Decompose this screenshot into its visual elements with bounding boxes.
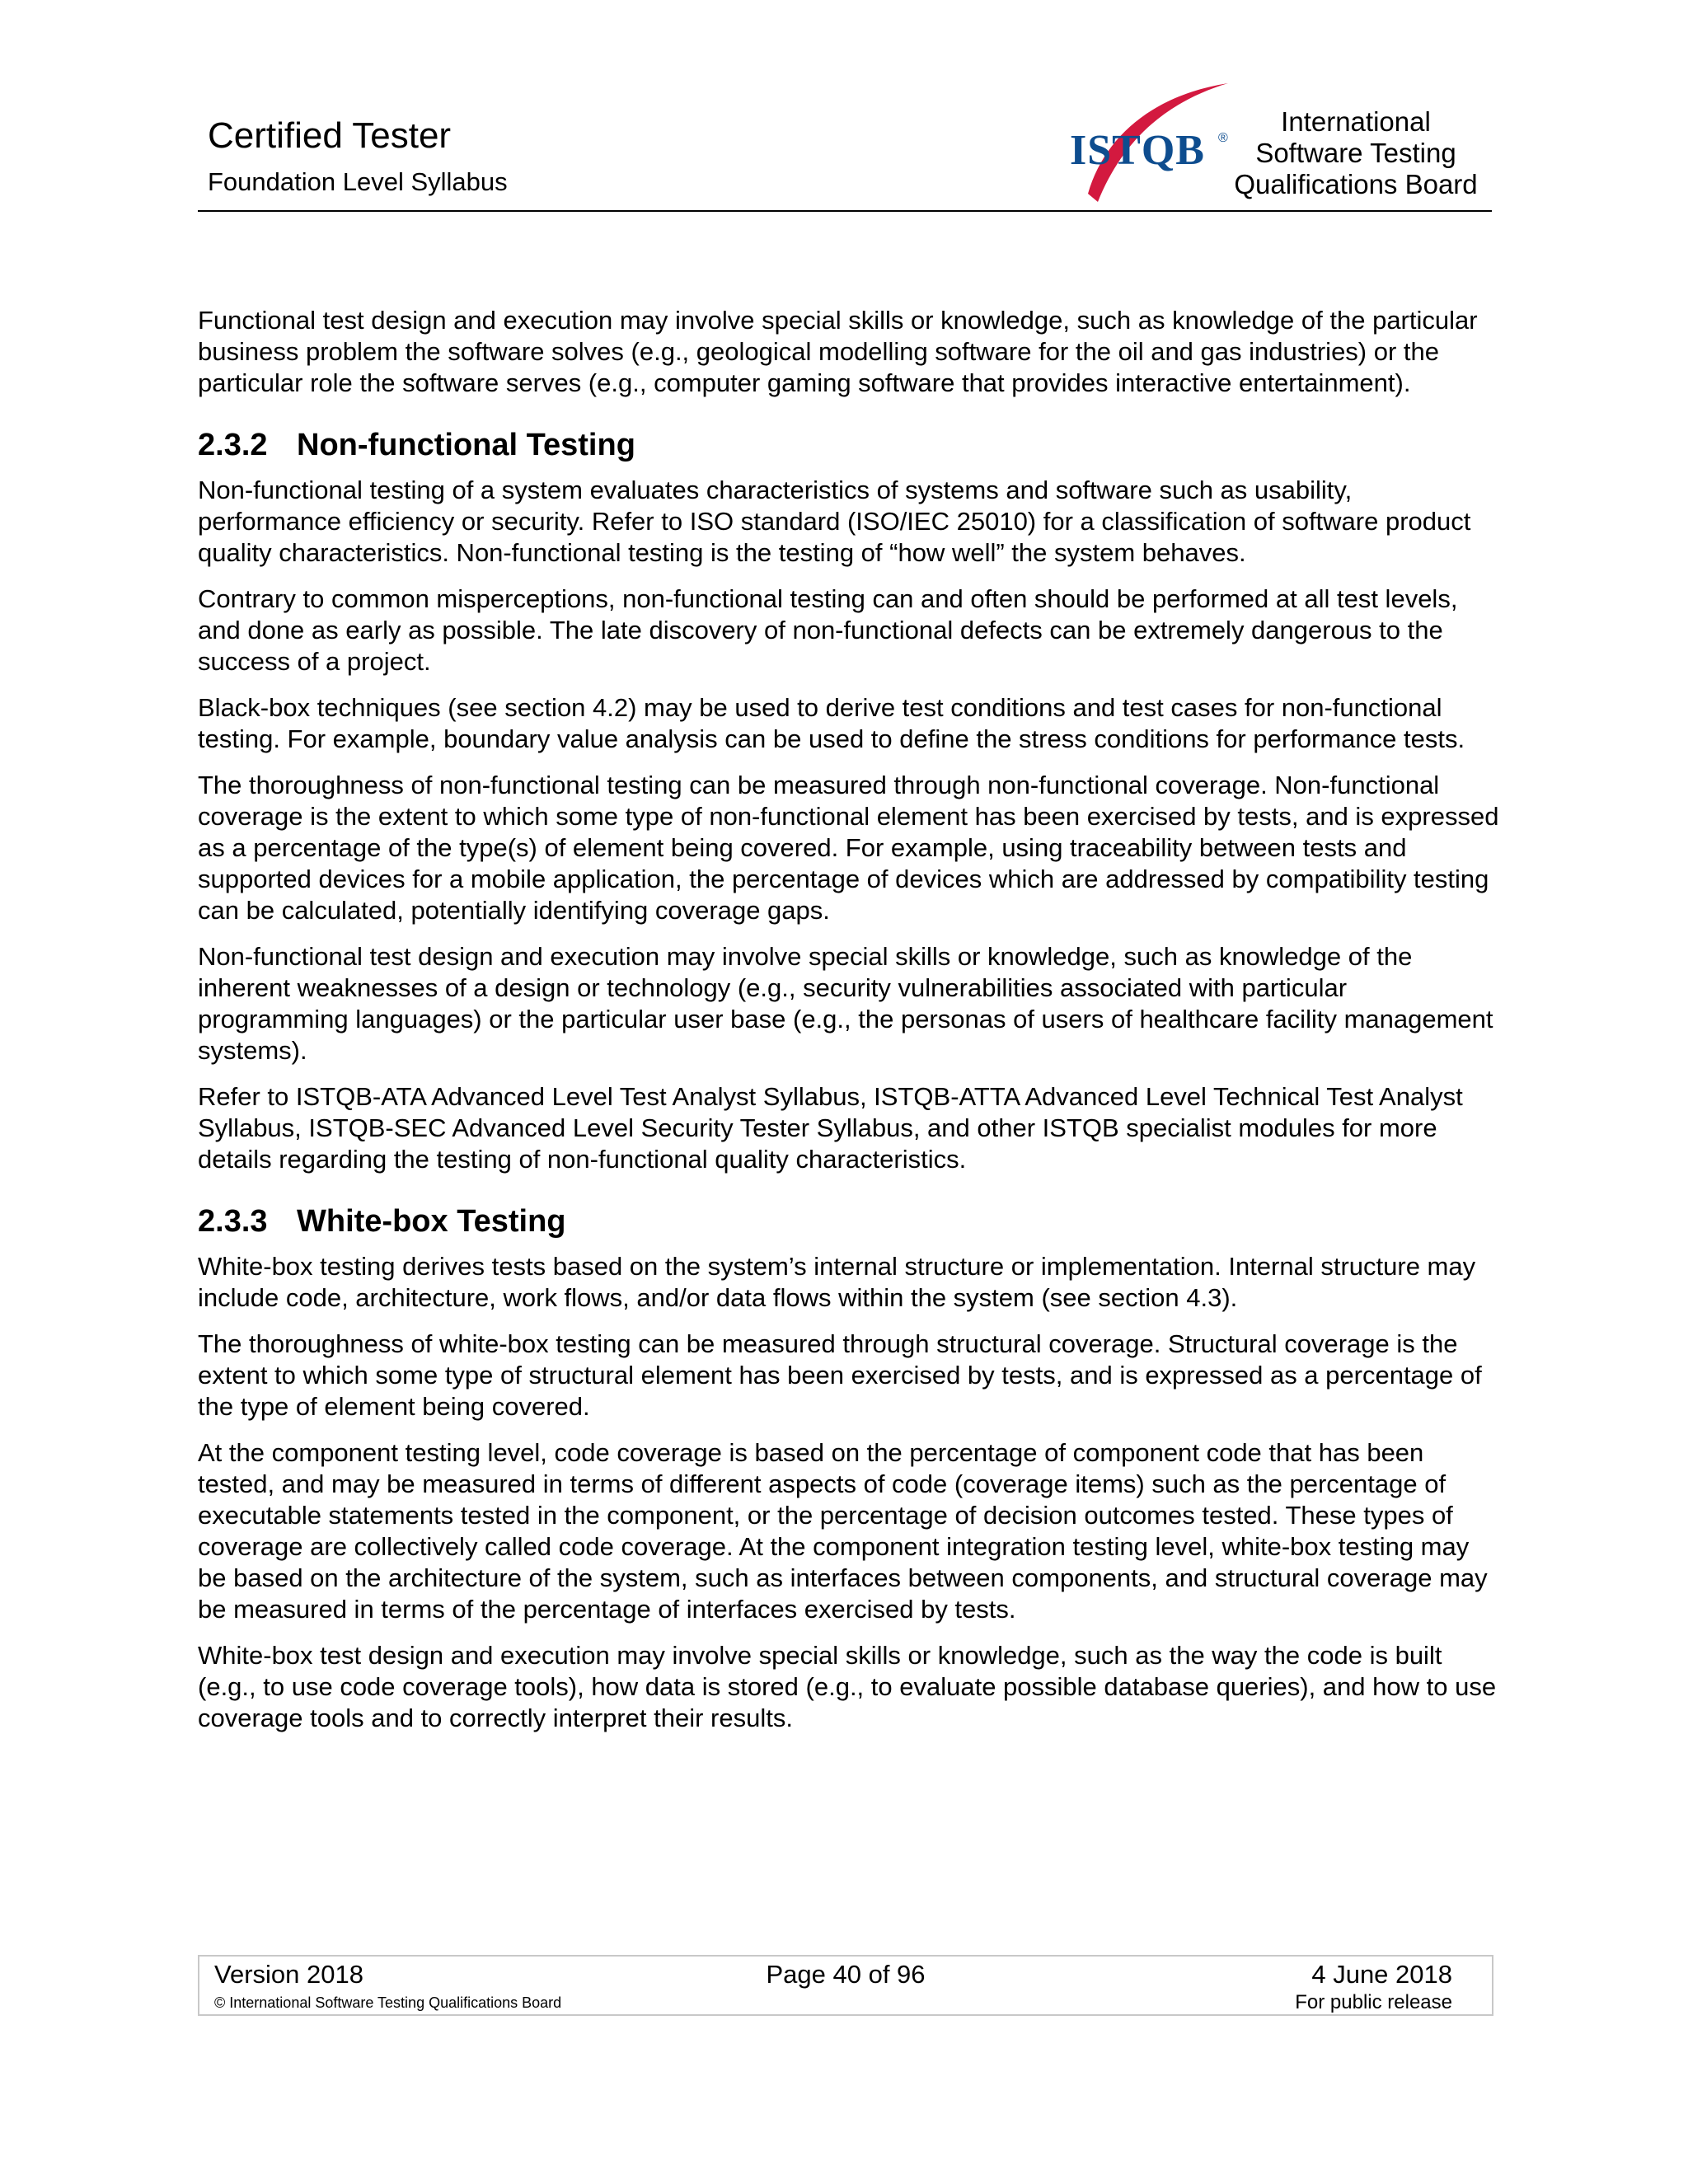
section-heading-2-3-3 [198, 1203, 1500, 1240]
document-subtitle: Foundation Level Syllabus [208, 167, 508, 196]
board-name-line-3: Qualifications Board [1234, 169, 1478, 199]
footer-copyright: © International Software Testing Qualifications Board [214, 1994, 562, 2011]
section-number: 2.3.2 [198, 428, 268, 462]
paragraph: Non-functional test design and execution may involve special skills or knowledge, such as knowledge of the inherent weaknesses of a design or technology (e.g., security vulnerabilities associated with particular programming languages) or the particular user base (e.g., the personas of users of healthcare facility management systems). [198, 942, 1493, 1065]
paragraph: Black-box techniques (see section 4.2) may be used to derive test conditions and test cases for non-functional testing. For example, boundary value analysis can be used to define the stress conditions for performance tests. [198, 693, 1465, 753]
page-footer [198, 1955, 1493, 2016]
page-header [198, 78, 1492, 212]
paragraph: White-box test design and execution may involve special skills or knowledge, such as the way the code is built (e.g., to use code coverage tools), how data is stored (e.g., to evaluate possible database queries), and how to use coverage tools and to correctly interpret their results. [198, 1641, 1497, 1732]
document-title: Certified Tester [208, 115, 452, 156]
logo-wordmark: ISTQB [1070, 127, 1205, 174]
logo-registered-mark: ® [1218, 131, 1228, 145]
paragraph: The thoroughness of non-functional testing can be measured through non-functional coverage. Non-functional coverage is the extent to which some type of non-functional element has been exercised by tests, and is expressed as a percentage of the type(s) of element being covered. For example, using traceability between tests and supported devices for a mobile application, the percentage of devices which are addressed by compatibility testing can be calculated, potentially identifying coverage gaps. [198, 771, 1499, 925]
istqb-logo [1055, 78, 1492, 209]
paragraph: Contrary to common misperceptions, non-functional testing can and often should be performed at all test levels, and done as early as possible. The late discovery of non-functional defects can be extremely dangerous to the success of a project. [198, 584, 1458, 676]
section-number: 2.3.3 [198, 1204, 268, 1239]
paragraph: White-box testing derives tests based on the system’s internal structure or implementation. Internal structure may include code, architecture, work flows, and/or data flows within the system (see section 4.3). [198, 1252, 1476, 1312]
footer-page-number: Page 40 of 96 [766, 1960, 926, 1989]
paragraph: The thoroughness of white-box testing can be measured through structural coverage. Structural coverage is the extent to which some type of structural element has been exercised by tests, and is expressed as a percentage of the type of element being covered. [198, 1329, 1482, 1421]
paragraph: Non-functional testing of a system evaluates characteristics of systems and software such as usability, performance efficiency or security. Refer to ISO standard (ISO/IEC 25010) for a classification of software product quality characteristics. Non-functional testing is the testing of “how well” the system behaves. [198, 476, 1471, 567]
section-title: Non-functional Testing [297, 428, 635, 462]
page-content [198, 305, 1500, 1749]
intro-paragraph: Functional test design and execution may involve special skills or knowledge, such as knowledge of the particular business problem the software solves (e.g., geological modelling software for the oil and gas industries) or the particular role the software serves (e.g., computer gaming software that provides interactive entertainment). [198, 306, 1478, 397]
footer-date: 4 June 2018 [1311, 1960, 1452, 1989]
board-name [1220, 106, 1492, 200]
section-title: White-box Testing [297, 1204, 566, 1239]
paragraph: At the component testing level, code coverage is based on the percentage of component code that has been tested, and may be measured in terms of different aspects of code (coverage items) such as the percentage of executable statements tested in the component, or the percentage of decision outcomes tested. These types of coverage are collectively called code coverage. At the component integration testing level, white-box testing may be based on the architecture of the system, such as interfaces between components, and structural coverage may be measured in terms of the percentage of interfaces exercised by tests. [198, 1438, 1488, 1624]
paragraph: Refer to ISTQB-ATA Advanced Level Test Analyst Syllabus, ISTQB-ATTA Advanced Level Technical Test Analyst Syllabus, ISTQB-SEC Advanced Level Security Tester Syllabus, and other ISTQB specialist modules for more details regarding the testing of non-functional quality characteristics. [198, 1082, 1463, 1174]
board-name-line-1: International [1281, 106, 1431, 137]
footer-release-status: For public release [1295, 1991, 1452, 2013]
footer-version: Version 2018 [214, 1960, 363, 1989]
board-name-line-2: Software Testing [1255, 138, 1456, 168]
section-heading-2-3-2 [198, 427, 1500, 463]
